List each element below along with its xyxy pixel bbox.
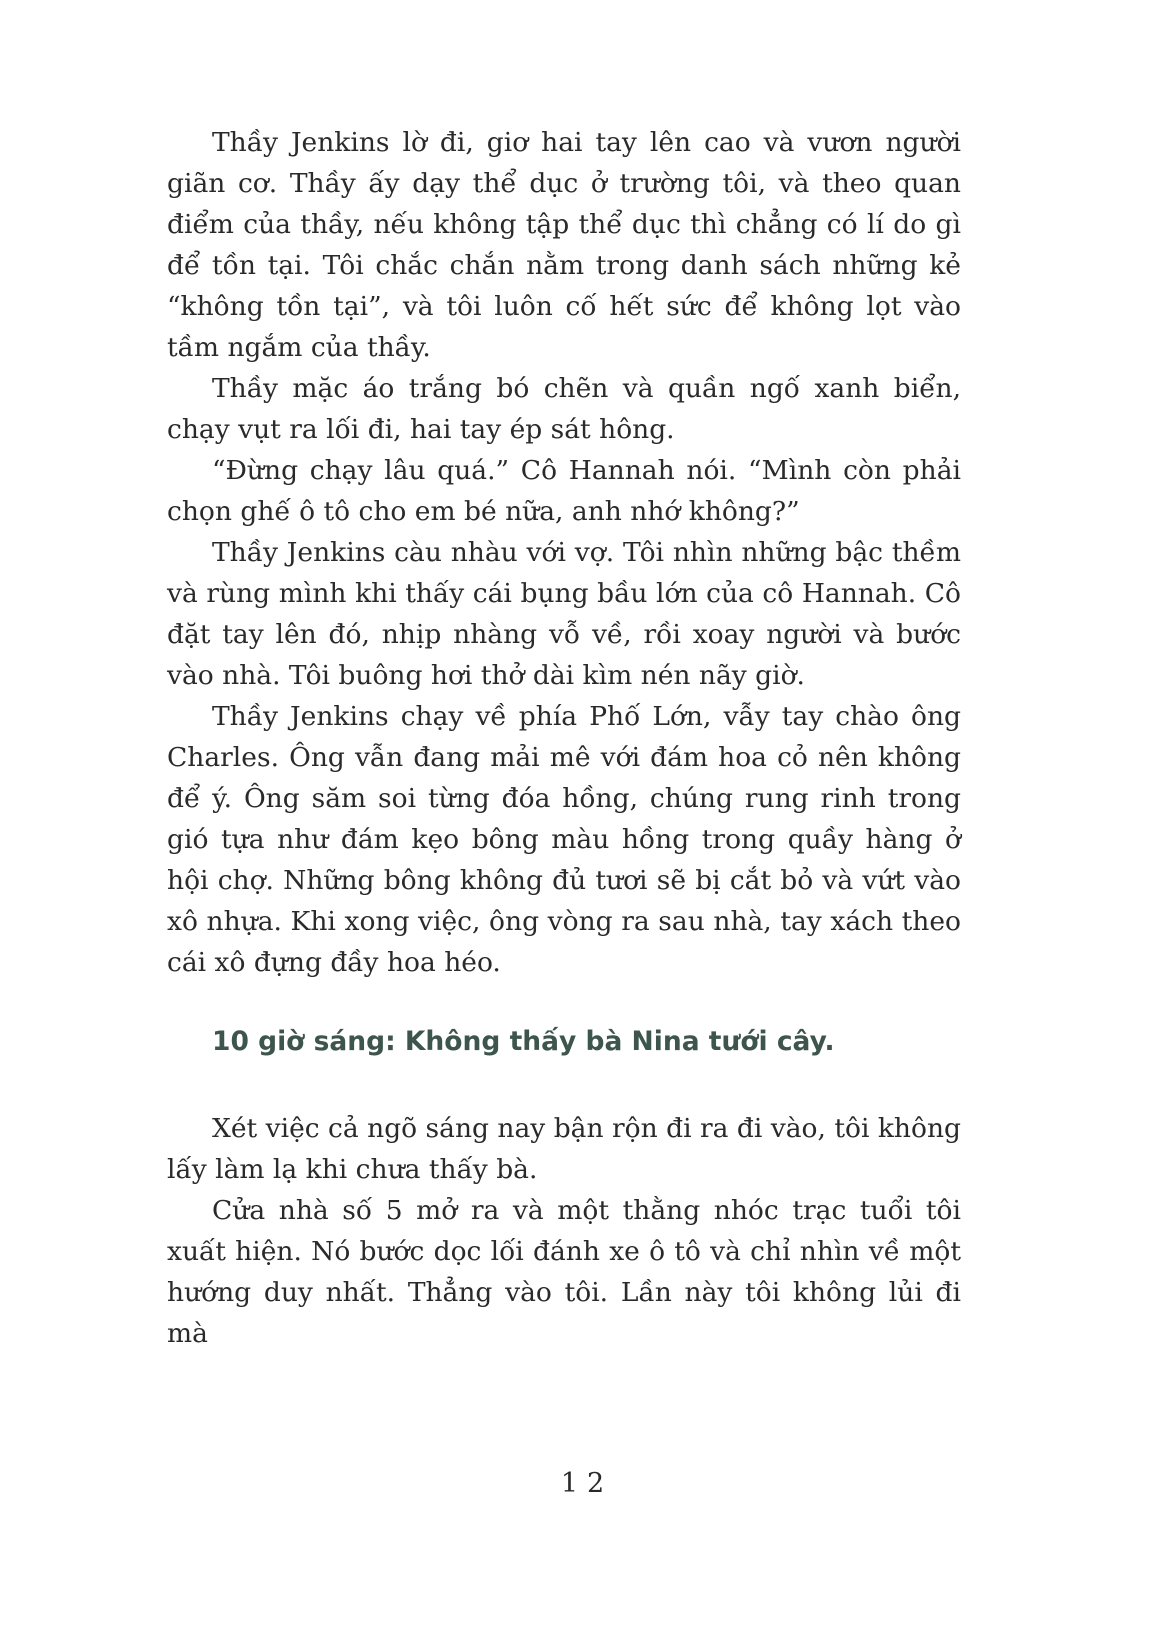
section-heading: 10 giờ sáng: Không thấy bà Nina tưới cây. [212,1026,835,1057]
paragraph: Thầy mặc áo trắng bó chẽn và quần ngố xanh biển, chạy vụt ra lối đi, hai tay ép sát hông. [167,373,961,445]
page-content [167,122,961,1354]
paragraph: Cửa nhà số 5 mở ra và một thằng nhóc trạc tuổi tôi xuất hiện. Nó bước dọc lối đánh xe ô tô và chỉ nhìn về một hướng duy nhất. Thẳng vào tôi. Lần này tôi không lủi đi mà [167,1195,961,1349]
paragraph: Xét việc cả ngõ sáng nay bận rộn đi ra đi vào, tôi không lấy làm lạ khi chưa thấy bà. [167,1113,961,1185]
paragraph: “Đừng chạy lâu quá.” Cô Hannah nói. “Mình còn phải chọn ghế ô tô cho em bé nữa, anh nhớ không?” [167,455,961,527]
paragraph: Thầy Jenkins lờ đi, giơ hai tay lên cao và vươn người giãn cơ. Thầy ấy dạy thể dục ở trường tôi, và theo quan điểm của thầy, nếu không tập thể dục thì chẳng có lí do gì để tồn tại. Tôi chắc chắn nằm trong danh sách những kẻ “không tồn tại”, và tôi luôn cố hết sức để không lọt vào tầm ngắm của thầy. [167,127,961,363]
paragraph: Thầy Jenkins càu nhàu với vợ. Tôi nhìn những bậc thềm và rùng mình khi thấy cái bụng bầu lớn của cô Hannah. Cô đặt tay lên đó, nhịp nhàng vỗ về, rồi xoay người và bước vào nhà. Tôi buông hơi thở dài kìm nén nãy giờ. [167,537,961,691]
page-number: 12 [560,1468,614,1499]
paragraph: Thầy Jenkins chạy về phía Phố Lớn, vẫy tay chào ông Charles. Ông vẫn đang mải mê với đám hoa cỏ nên không để ý. Ông săm soi từng đóa hồng, chúng rung rinh trong gió tựa như đám kẹo bông màu hồng trong quầy hàng ở hội chợ. Những bông không đủ tươi sẽ bị cắt bỏ và vứt vào xô nhựa. Khi xong việc, ông vòng ra sau nhà, tay xách theo cái xô đựng đầy hoa héo. [167,701,961,978]
